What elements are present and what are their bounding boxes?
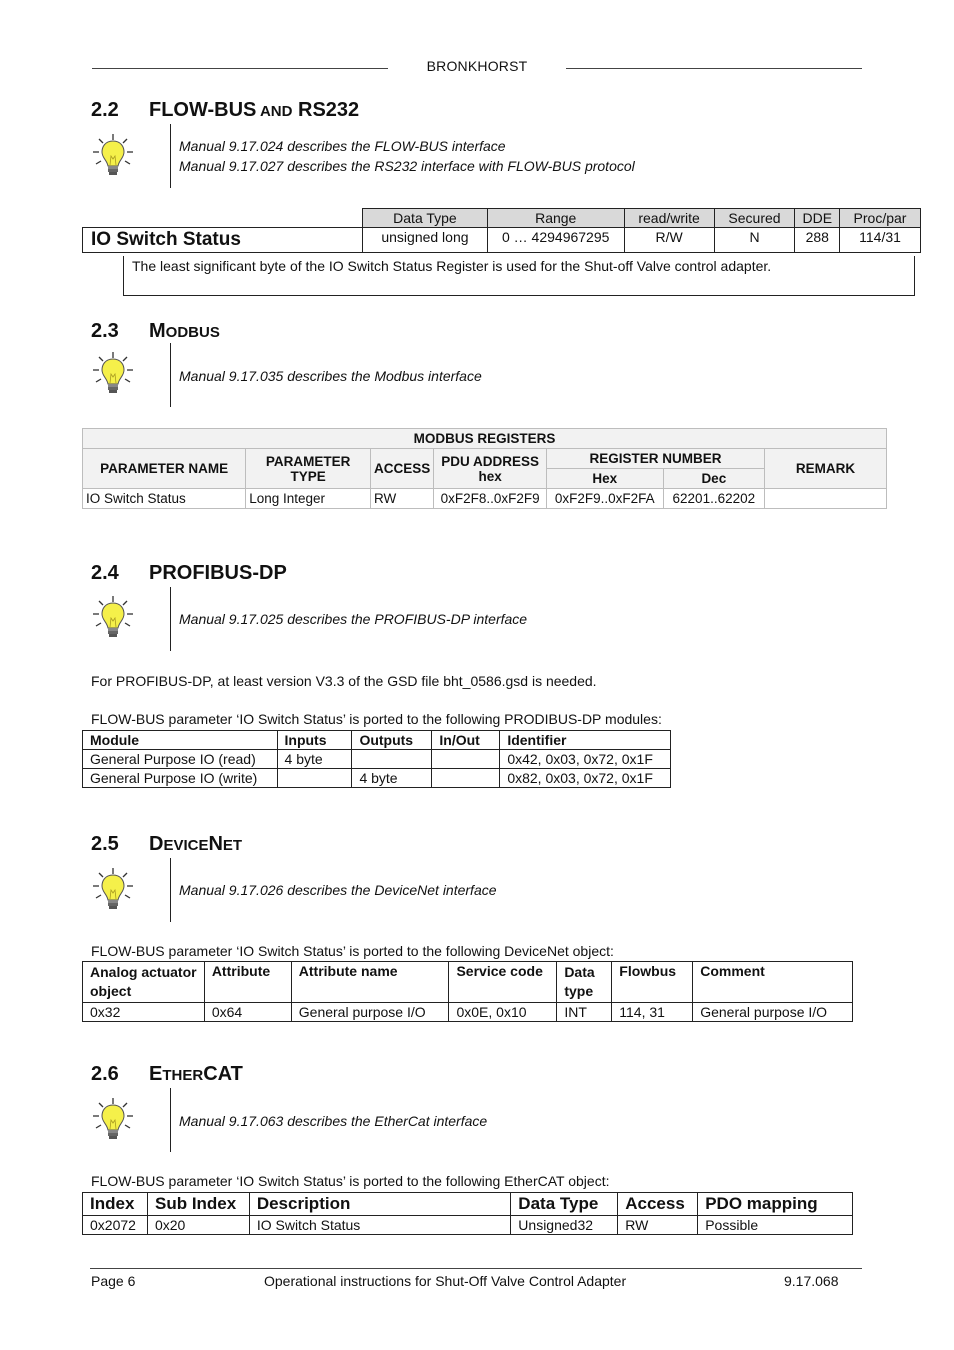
col-header: ACCESS (370, 449, 433, 489)
note-text: Manual 9.17.026 describes the DeviceNet interface (179, 882, 497, 898)
col-header: Attribute (204, 962, 291, 1003)
col-header: REGISTER NUMBER (546, 449, 764, 469)
footer-title: Operational instructions for Shut-Off Valve Control Adapter (264, 1273, 627, 1289)
ethercat-table (82, 1192, 853, 1235)
lightbulb-icon (90, 350, 136, 396)
col-header: Data type (557, 962, 612, 1003)
section-2-3-heading: 2.3 MODBUS (91, 320, 220, 342)
col-header: DDE (795, 209, 840, 228)
col-header: Index (83, 1193, 148, 1216)
paragraph: For PROFIBUS-DP, at least version V3.3 of the GSD file bht_0586.gsd is needed. (91, 673, 597, 689)
section-2-5-heading: 2.5 DEVICENET (91, 833, 243, 855)
table-cell: 0xF2F8..0xF2F9 (434, 489, 547, 509)
col-header: PARAMETER TYPE (246, 449, 371, 489)
col-header: Dec (663, 469, 765, 489)
section-2-2-heading: 2.2 FLOW-BUS AND RS232 (91, 99, 360, 121)
col-header: PDO mapping (698, 1193, 853, 1216)
col-header: Secured (714, 209, 795, 228)
section-2-6-heading: 2.6 ETHERCAT (91, 1063, 243, 1085)
devicenet-table (82, 961, 853, 1022)
modbus-title: MODBUS REGISTERS (83, 429, 887, 449)
note-bar (170, 343, 171, 407)
table-cell: 4 byte (352, 769, 432, 788)
table-cell: 62201..62202 (663, 489, 765, 509)
col-header: Comment (693, 962, 853, 1003)
col-header: Module (83, 731, 278, 750)
note-bar (170, 858, 171, 922)
note-bar (170, 124, 171, 188)
table-cell: General purpose I/O (291, 1003, 449, 1022)
table-cell: General Purpose IO (write) (83, 769, 278, 788)
table-cell (432, 750, 500, 769)
table-cell: RW (618, 1216, 698, 1235)
col-header: Inputs (277, 731, 352, 750)
paragraph: FLOW-BUS parameter ‘IO Switch Status’ is ported to the following EtherCAT object: (91, 1173, 610, 1189)
table-cell (432, 769, 500, 788)
col-header: PDU ADDRESS hex (434, 449, 547, 489)
lightbulb-icon (90, 1096, 136, 1142)
table-row (83, 1216, 853, 1235)
col-header: Hex (546, 469, 663, 489)
table-cell: 0xF2F9..0xF2FA (546, 489, 663, 509)
profibus-table (82, 730, 671, 788)
table-row (83, 489, 887, 509)
table-cell: N (714, 228, 795, 253)
table-cell: General Purpose IO (read) (83, 750, 278, 769)
col-header: REMARK (765, 449, 887, 489)
section-2-4-heading: 2.4 PROFIBUS-DP (91, 562, 287, 584)
col-header: Service code (449, 962, 557, 1003)
modbus-table (82, 428, 887, 509)
col-header: Analog actuator object (83, 962, 205, 1003)
col-header: read/write (624, 209, 714, 228)
table-cell: 0x64 (204, 1003, 291, 1022)
col-header: Range (487, 209, 624, 228)
table-cell: 0x20 (147, 1216, 249, 1235)
paragraph: FLOW-BUS parameter ‘IO Switch Status’ is ported to the following DeviceNet object: (91, 943, 614, 959)
table-cell: 0 … 4294967295 (487, 228, 624, 253)
table-cell (277, 769, 352, 788)
lightbulb-icon (90, 594, 136, 640)
table-cell: 4 byte (277, 750, 352, 769)
header-rule-right (566, 68, 862, 69)
table-cell: INT (557, 1003, 612, 1022)
lightbulb-icon (90, 866, 136, 912)
table-cell: Long Integer (246, 489, 371, 509)
parameter-name: IO Switch Status (83, 228, 363, 253)
table-cell: 0x82, 0x03, 0x72, 0x1F (500, 769, 671, 788)
note-bar (170, 1088, 171, 1152)
table-cell: unsigned long (363, 228, 488, 253)
col-header: Data Type (511, 1193, 618, 1216)
table-cell: IO Switch Status (249, 1216, 510, 1235)
lightbulb-icon (90, 132, 136, 178)
col-header: Flowbus (612, 962, 693, 1003)
table-cell: RW (370, 489, 433, 509)
table-cell: 0x0E, 0x10 (449, 1003, 557, 1022)
table-cell: 0x2072 (83, 1216, 148, 1235)
col-header: Proc/par (840, 209, 921, 228)
table-row (83, 1003, 853, 1022)
table-cell: 0x42, 0x03, 0x72, 0x1F (500, 750, 671, 769)
table-cell: General purpose I/O (693, 1003, 853, 1022)
col-header: Data Type (363, 209, 488, 228)
table-cell (765, 489, 887, 509)
note-text: Manual 9.17.025 describes the PROFIBUS-DP interface (179, 611, 528, 627)
note-bar (170, 587, 171, 651)
footer-rule (90, 1268, 862, 1269)
col-header: Identifier (500, 731, 671, 750)
footer-doc-number: 9.17.068 (784, 1273, 839, 1289)
col-header: PARAMETER NAME (83, 449, 246, 489)
table-cell: Unsigned32 (511, 1216, 618, 1235)
table-cell: R/W (624, 228, 714, 253)
header-company: BRONKHORST (426, 58, 528, 74)
col-header: Access (618, 1193, 698, 1216)
note-text: Manual 9.17.024 describes the FLOW-BUS interface Manual 9.17.027 describes the RS232 interface with FLOW-BUS protocol (179, 138, 635, 174)
table-cell: IO Switch Status (83, 489, 246, 509)
table-cell: 114/31 (840, 228, 921, 253)
note-text: Manual 9.17.063 describes the EtherCat interface (179, 1113, 488, 1129)
table-cell: Possible (698, 1216, 853, 1235)
col-header: Description (249, 1193, 510, 1216)
table-cell: 114, 31 (612, 1003, 693, 1022)
table-cell: 288 (795, 228, 840, 253)
col-header: Sub Index (147, 1193, 249, 1216)
paragraph: FLOW-BUS parameter ‘IO Switch Status’ is ported to the following PRODIBUS-DP modules: (91, 711, 662, 727)
col-header: In/Out (432, 731, 500, 750)
table-cell (352, 750, 432, 769)
col-header: Outputs (352, 731, 432, 750)
parameter-description: The least significant byte of the IO Switch Status Register is used for the Shut-off Valve control adapter. (123, 256, 915, 296)
footer-page: Page 6 (91, 1273, 136, 1289)
note-text: Manual 9.17.035 describes the Modbus interface (179, 368, 482, 384)
col-header: Attribute name (291, 962, 449, 1003)
parameter-table (82, 208, 921, 253)
table-row (83, 769, 671, 788)
table-cell: 0x32 (83, 1003, 205, 1022)
table-row (83, 750, 671, 769)
